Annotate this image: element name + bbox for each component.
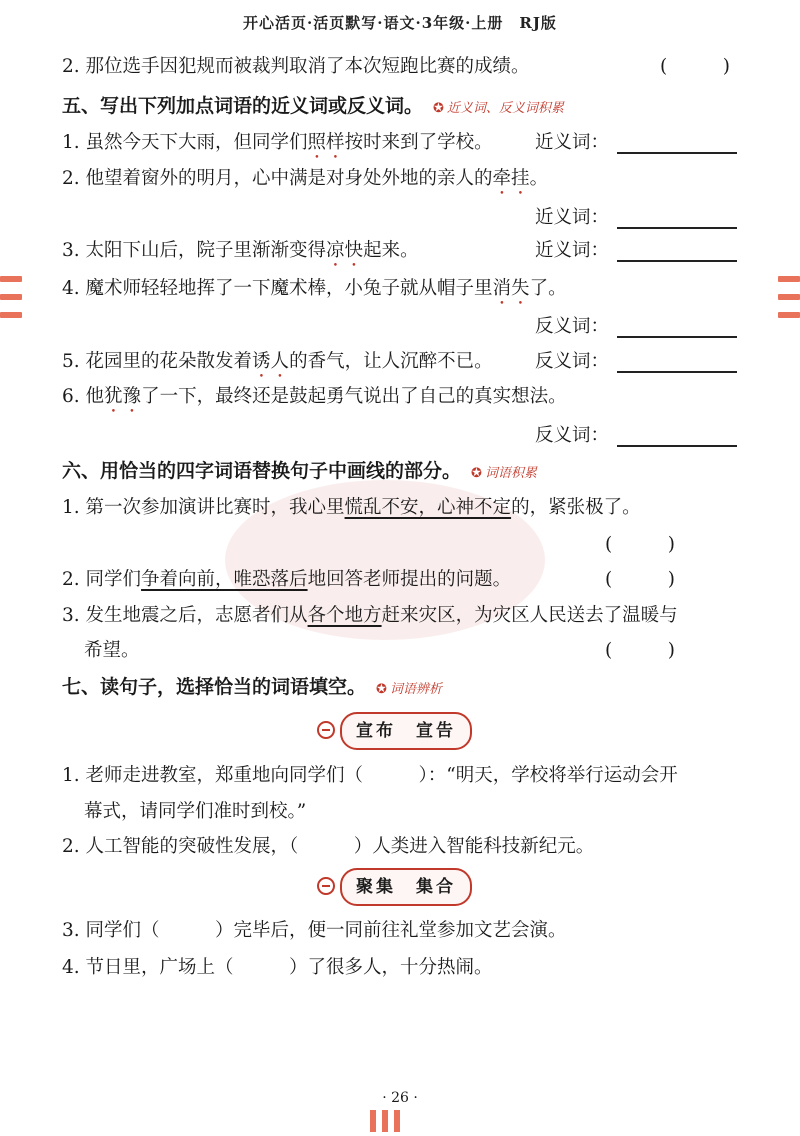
gear-icon: ✪ xyxy=(376,682,387,697)
right-margin-decoration xyxy=(778,276,800,330)
section-7-title: 七、读句子，选择恰当的词语填空。 ✪ 词语辨析 xyxy=(62,676,442,698)
s6-item-3-answer-paren[interactable]: ( ) xyxy=(605,640,675,661)
s7-item-2: 2. 人工智能的突破性发展，（ ）人类进入智能科技新纪元。 xyxy=(62,836,595,857)
page-header: 开心活页·活页默写·语文·3年级·上册 RJ版 xyxy=(243,14,557,32)
s6-item-2: 2. 同学们争着向前，唯恐落后地回答老师提出的问题。 xyxy=(62,569,512,590)
s5-item-6-answer-line[interactable] xyxy=(617,445,737,447)
s5-item-3-answer-line[interactable] xyxy=(617,260,737,262)
s5-item-1-answer-line[interactable] xyxy=(617,152,737,154)
s5-item-5-label: 反义词： xyxy=(535,351,610,372)
s6-item-3: 3. 发生地震之后，志愿者们从各个地方赶来灾区，为灾区人民送去了温暖与 xyxy=(62,605,678,626)
s5-item-1-label: 近义词： xyxy=(535,132,610,153)
s5-item-2-answer-line[interactable] xyxy=(617,227,737,229)
bottom-decoration xyxy=(370,1110,430,1132)
s6-item-1: 1. 第一次参加演讲比赛时，我心里慌乱不安，心神不定的，紧张极了。 xyxy=(62,497,641,518)
s5-item-5: 5. 花园里的花朵散发着诱人的香气，让人沉醉不已。 xyxy=(62,351,493,372)
s5-item-2: 2. 他望着窗外的明月，心中满是对身处外地的亲人的牵挂。 xyxy=(62,168,549,189)
s7-item-4: 4. 节日里，广场上（ ）了很多人，十分热闹。 xyxy=(62,957,493,978)
s7-item-3: 3. 同学们（ ）完毕后，便一同前往礼堂参加文艺会演。 xyxy=(62,920,567,941)
gear-icon: ✪ xyxy=(433,101,444,116)
s5-item-2-label: 近义词： xyxy=(535,207,610,228)
s5-item-1: 1. 虽然今天下大雨，但同学们照样按时来到了学校。 xyxy=(62,132,493,153)
page-number: · 26 · xyxy=(382,1090,418,1106)
s5-item-6-label: 反义词： xyxy=(535,425,610,446)
s5-item-3: 3. 太阳下山后，院子里渐渐变得凉快起来。 xyxy=(62,240,419,261)
s6-item-2-answer-paren[interactable]: ( ) xyxy=(605,569,675,590)
pointing-hand-icon xyxy=(314,874,338,898)
s5-item-3-label: 近义词： xyxy=(535,240,610,261)
s7-item-1: 1. 老师走进教室，郑重地向同学们（ ）：“明天，学校将举行运动会开 xyxy=(62,765,678,786)
left-margin-decoration xyxy=(0,276,22,330)
s5-item-6: 6. 他犹豫了一下，最终还是鼓起勇气说出了自己的真实想法。 xyxy=(62,386,567,407)
s5-item-4-label: 反义词： xyxy=(535,316,610,337)
s5-item-4: 4. 魔术师轻轻地挥了一下魔术棒，小兔子就从帽子里消失了。 xyxy=(62,278,567,299)
q4-item-2-answer-paren[interactable]: ( ) xyxy=(660,56,730,77)
pointing-hand-icon xyxy=(314,718,338,742)
section-5-title: 五、写出下列加点词语的近义词或反义词。 ✪ 近义词、反义词积累 xyxy=(62,95,564,117)
gear-icon: ✪ xyxy=(471,466,482,481)
s6-item-1-answer-paren[interactable]: ( ) xyxy=(605,534,675,555)
word-choice-box-2: 聚集 集合 xyxy=(340,868,472,906)
s7-item-1-cont: 幕式，请同学们准时到校。” xyxy=(84,801,307,822)
s6-item-3-cont: 希望。 xyxy=(84,640,140,661)
s5-item-5-answer-line[interactable] xyxy=(617,371,737,373)
s5-item-4-answer-line[interactable] xyxy=(617,336,737,338)
section-6-title: 六、用恰当的四字词语替换句子中画线的部分。 ✪ 词语积累 xyxy=(62,460,537,482)
word-choice-box-1: 宣布 宣告 xyxy=(340,712,472,750)
q4-item-2: 2. 那位选手因犯规而被裁判取消了本次短跑比赛的成绩。 xyxy=(62,56,530,77)
